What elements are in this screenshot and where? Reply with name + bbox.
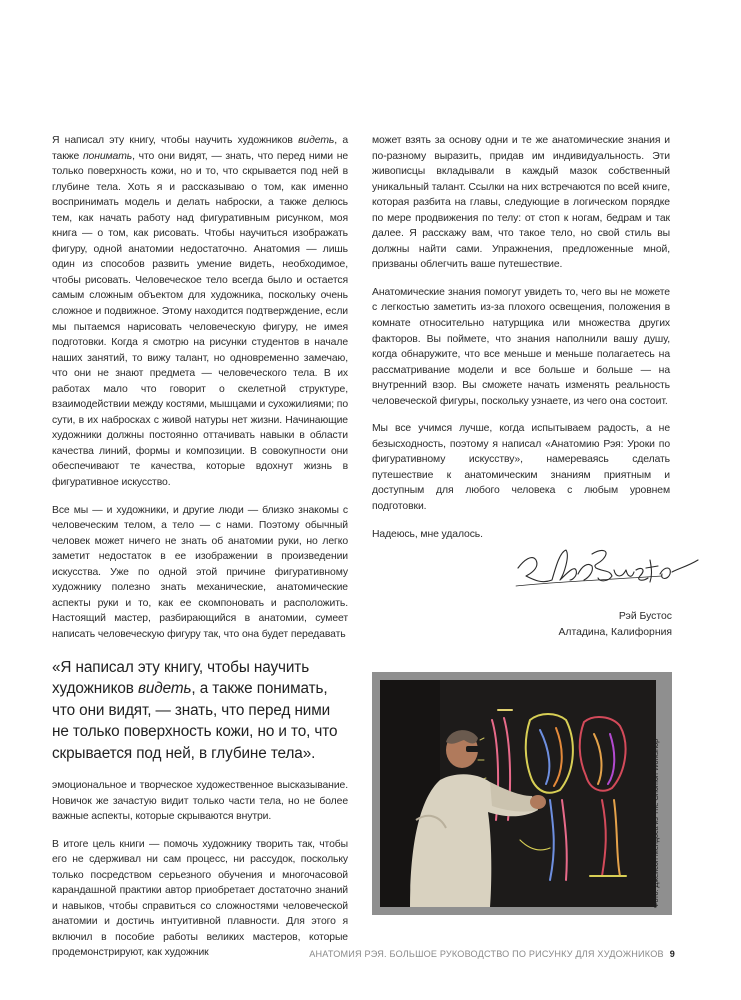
signer-name: Рэй Бустос (618, 611, 672, 622)
paragraph-intro: Я написал эту книгу, чтобы научить художников видеть, а также понимать, что они видят, — знать, что перед ними не только поверхность кожи, но и то, что скрывается под ней в глубине тела. Хоть я и рассказываю о том, как именно воспринимать модель и делать наброски, а также делюсь тем, как начать работу над фигуративным рисунком, моя книга — о том, как рисовать. Чтобы научиться изображать фигуру, одной анатомии недостаточно. Анатомия — лишь один из способов развить умение видеть, необходимое, чтобы рисовать. Человеческое тело всегда было и остается самым сложным объектом для художника, поскольку очень сложное и подвижное. Этому находится подтверждение, если мы пытаемся нарисовать человеческую фигуру, не имея подготовки. Когда я смотрю на рисунки студентов в начале наших занятий, то вижу талант, но одновременно замечаю, что они не знают предмета — человеческого тела. В их работах мало что говорит о скелетной структуре, взаимодействии между костями, мышцами и сухожилиями; по сути, в их набросках с живой натуры нет жизни. Начинающие художники должны постоянно оттачивать навыки в области качества линий, формы и композиции. В совокупности они обеспечивают те качества, которые вдохнут жизнь в фигуративное искусство. (52, 135, 349, 489)
page-footer (309, 949, 675, 959)
left-column (52, 133, 348, 961)
paragraph-joy: Мы все учимся лучше, когда испытываем радость, а не безысходность, поэтому я написал «Анатомию Рэя: Уроки по фигуративному искусству», намереваясь сделать путешествие к анатомическим знаниям приятным и доступным для любого человека с любым уровнем подготовки. (372, 423, 670, 513)
signature-block (558, 609, 672, 641)
author-photo (372, 672, 672, 915)
paragraph-goal: В итоге цель книги — помочь художнику творить так, чтобы его не сдерживал ни сам процесс, ни рассудок, поскольку только посредством серьезного обучения и многочасовой карандашной практики автор приобретает достаточно знаний и навыков, чтобы справиться со сложностями человеческой анатомии и достичь интуитивной плавности. Для этого я включил в пособие работы великих мастеров, которые продемонстрируют, как художник (52, 838, 348, 959)
paragraph-masters: может взять за основу одни и те же анатомические знания и по-разному выразить, придав им индивидуальность. Эти живописцы вкладывали в каждый мазок собственный уникальный талант. Ссылки на них встречаются по всей книге, которая разбита на главы, следующие в логическом порядке по мере продвижения по телу: от стоп к ногам, бедрам и так далее. Я расскажу вам, что такое тело, но свой стиль вы должны найти сами. Упражнения, предложенные мной, призваны облегчить ваше путешествие. (372, 135, 670, 271)
photo-image (380, 680, 656, 907)
signer-location: Алтадина, Калифорния (558, 627, 672, 638)
paragraph-emotional: эмоциональное и творческое художественное высказывание. Новичок же зачастую видит только части тела, но не более важные аспекты, которые скрываются внутри. (52, 780, 348, 823)
photo-credit: Фото: Джейсон Мендоса из The Gnomon Workshop (651, 738, 660, 908)
running-title: АНАТОМИЯ РЭЯ. БОЛЬШОЕ РУКОВОДСТВО ПО РИСУНКУ ДЛЯ ХУДОЖНИКОВ (309, 949, 664, 959)
right-column (372, 133, 670, 542)
paragraph-closing: Надеюсь, мне удалось. (372, 528, 483, 540)
handwritten-signature (512, 530, 702, 610)
pull-quote: «Я написал эту книгу, чтобы научить художников видеть, а также понимать, что они видят, — знать, что перед ними не только поверхность кожи, но и то, что скрывается под ней, в глубине тела». (52, 658, 338, 762)
paragraph-knowledge: Анатомические знания помогут увидеть то, чего вы не можете с легкостью заметить из-за плохого освещения, положения в комнате относительно натурщика или множества других факторов. Вы поймете, что знания наполнили вашу душу, когда обнаружите, что все меньше и меньше полагаетесь на рассматривание модели и все больше и больше — на внутренний взор. Вы сможете начать изменять реальность человеческой фигуры, поскольку узнаете, из чего она состоит. (372, 286, 670, 407)
page-number: 9 (669, 949, 675, 959)
paragraph-familiarity: Все мы — и художники, и другие люди — близко знакомы с человеческим телом, а тело — с нами. Поэтому обычный человек может ничего не знать об анатомии руки, но легко заметит недостаток в ее изображении в произведении искусства. Уже по одной этой причине фигуративному художнику полезно знать механические, анатомические аспекты руки и то, как ее скомпоновать и расположить. Настоящий мастер, разбирающийся в анатомии, сумеет написать человеческую фигуру так, что она будет передавать (52, 504, 348, 640)
